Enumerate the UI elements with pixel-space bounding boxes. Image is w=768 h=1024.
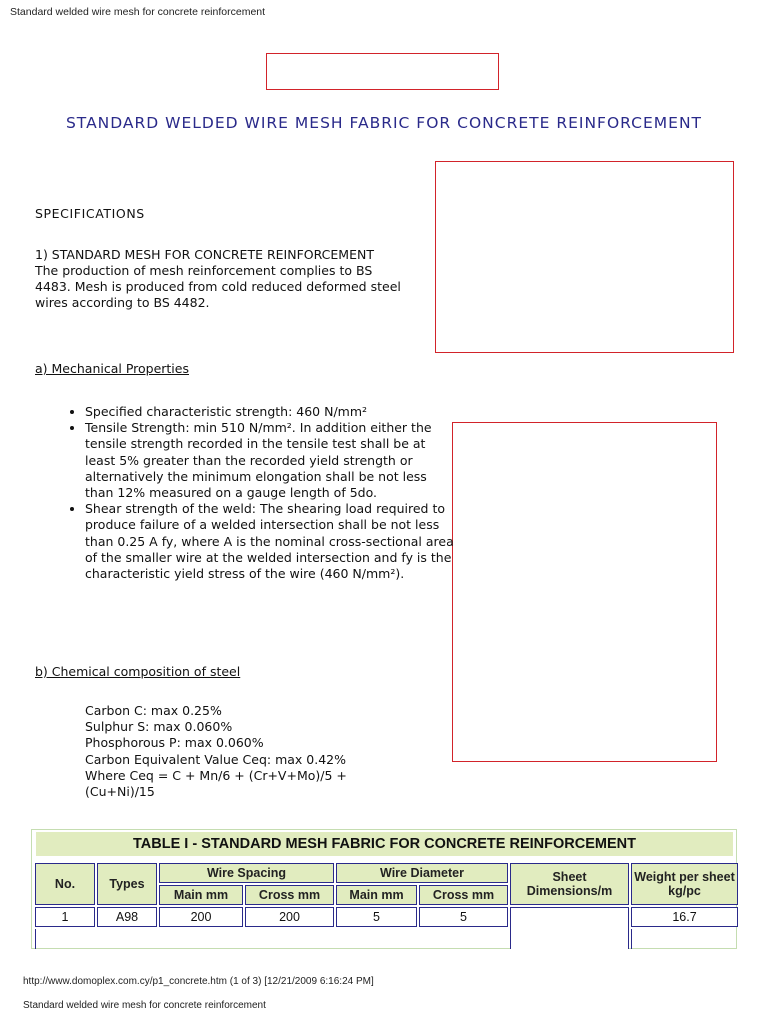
cell-spacing-cross: 200 bbox=[245, 907, 334, 927]
column-header-weight: Weight per sheet kg/pc bbox=[631, 863, 738, 905]
column-header-diameter-main: Main mm bbox=[336, 885, 417, 905]
list-item: Carbon C: max 0.25% bbox=[85, 703, 222, 718]
specifications-heading: SPECIFICATIONS bbox=[35, 206, 145, 221]
chemical-composition-heading: b) Chemical composition of steel bbox=[35, 664, 241, 679]
product-image-placeholder bbox=[435, 161, 734, 353]
standard-mesh-body: The production of mesh reinforcement complies to BS 4483. Mesh is produced from cold reduced deformed steel wires according to BS 4482. bbox=[35, 263, 401, 311]
list-item: • Shear strength of the weld: The shearing load required to produce failure of a welded intersection shall be not less than 0.25 A fy, where A is the nominal cross-sectional area of the smaller wire at the welded intersection and fy is the characteristic yield stress of the wire (460 N/mm²). bbox=[85, 501, 455, 582]
column-header-wire-diameter: Wire Diameter bbox=[336, 863, 508, 883]
column-header-diameter-cross: Cross mm bbox=[419, 885, 508, 905]
list-item: • Specified characteristic strength: 460 N/mm² bbox=[85, 404, 455, 420]
banner-image-placeholder bbox=[266, 53, 499, 90]
table-row-continuation bbox=[631, 929, 738, 949]
list-item: Where Ceq = C + Mn/6 + (Cr+V+Mo)/5 + (Cu+Ni)/15 bbox=[85, 767, 347, 800]
column-header-spacing-main: Main mm bbox=[159, 885, 243, 905]
mechanical-properties-list bbox=[62, 404, 455, 582]
cell-diameter-main: 5 bbox=[336, 907, 417, 927]
column-header-sheet-dimensions: Sheet Dimensions/m bbox=[510, 863, 629, 905]
column-header-no: No. bbox=[35, 863, 95, 905]
cell-type: A98 bbox=[97, 907, 157, 927]
column-header-wire-spacing: Wire Spacing bbox=[159, 863, 334, 883]
table-row bbox=[35, 907, 738, 927]
mechanical-properties-heading: a) Mechanical Properties bbox=[35, 361, 189, 376]
cell-spacing-main: 200 bbox=[159, 907, 243, 927]
page-header: Standard welded wire mesh for concrete reinforcement bbox=[10, 6, 266, 18]
mesh-fabric-table bbox=[33, 861, 740, 951]
list-item: Sulphur S: max 0.060% bbox=[85, 719, 233, 735]
table-row-continuation bbox=[97, 929, 508, 949]
cell-diameter-cross: 5 bbox=[419, 907, 508, 927]
chemical-composition-list bbox=[85, 703, 415, 800]
table-row-continuation bbox=[35, 929, 95, 949]
page-title: STANDARD WELDED WIRE MESH FABRIC FOR CONCRETE REINFORCEMENT bbox=[65, 114, 703, 132]
standard-mesh-heading: 1) STANDARD MESH FOR CONCRETE REINFORCEMENT bbox=[35, 247, 374, 262]
table-title: TABLE I - STANDARD MESH FABRIC FOR CONCRETE REINFORCEMENT bbox=[36, 832, 733, 856]
column-header-spacing-cross: Cross mm bbox=[245, 885, 334, 905]
list-item: Phosphorous P: max 0.060% bbox=[85, 735, 264, 751]
list-item: • Tensile Strength: min 510 N/mm². In addition either the tensile strength recorded in the tensile test shall be at least 5% greater than the recorded yield strength or alternatively the minimum elongation shall be not less than 12% measured on a gauge length of 5do. bbox=[85, 420, 455, 501]
footer-url: http://www.domoplex.com.cy/p1_concrete.htm (1 of 3) [12/21/2009 6:16:24 PM] bbox=[23, 976, 374, 987]
cell-sheet-dimensions bbox=[510, 907, 629, 949]
mesh-image-placeholder bbox=[452, 422, 717, 762]
footer-title: Standard welded wire mesh for concrete reinforcement bbox=[23, 1000, 266, 1011]
cell-weight: 16.7 bbox=[631, 907, 738, 927]
column-header-types: Types bbox=[97, 863, 157, 905]
cell-no: 1 bbox=[35, 907, 95, 927]
list-item: Carbon Equivalent Value Ceq: max 0.42% bbox=[85, 751, 347, 767]
